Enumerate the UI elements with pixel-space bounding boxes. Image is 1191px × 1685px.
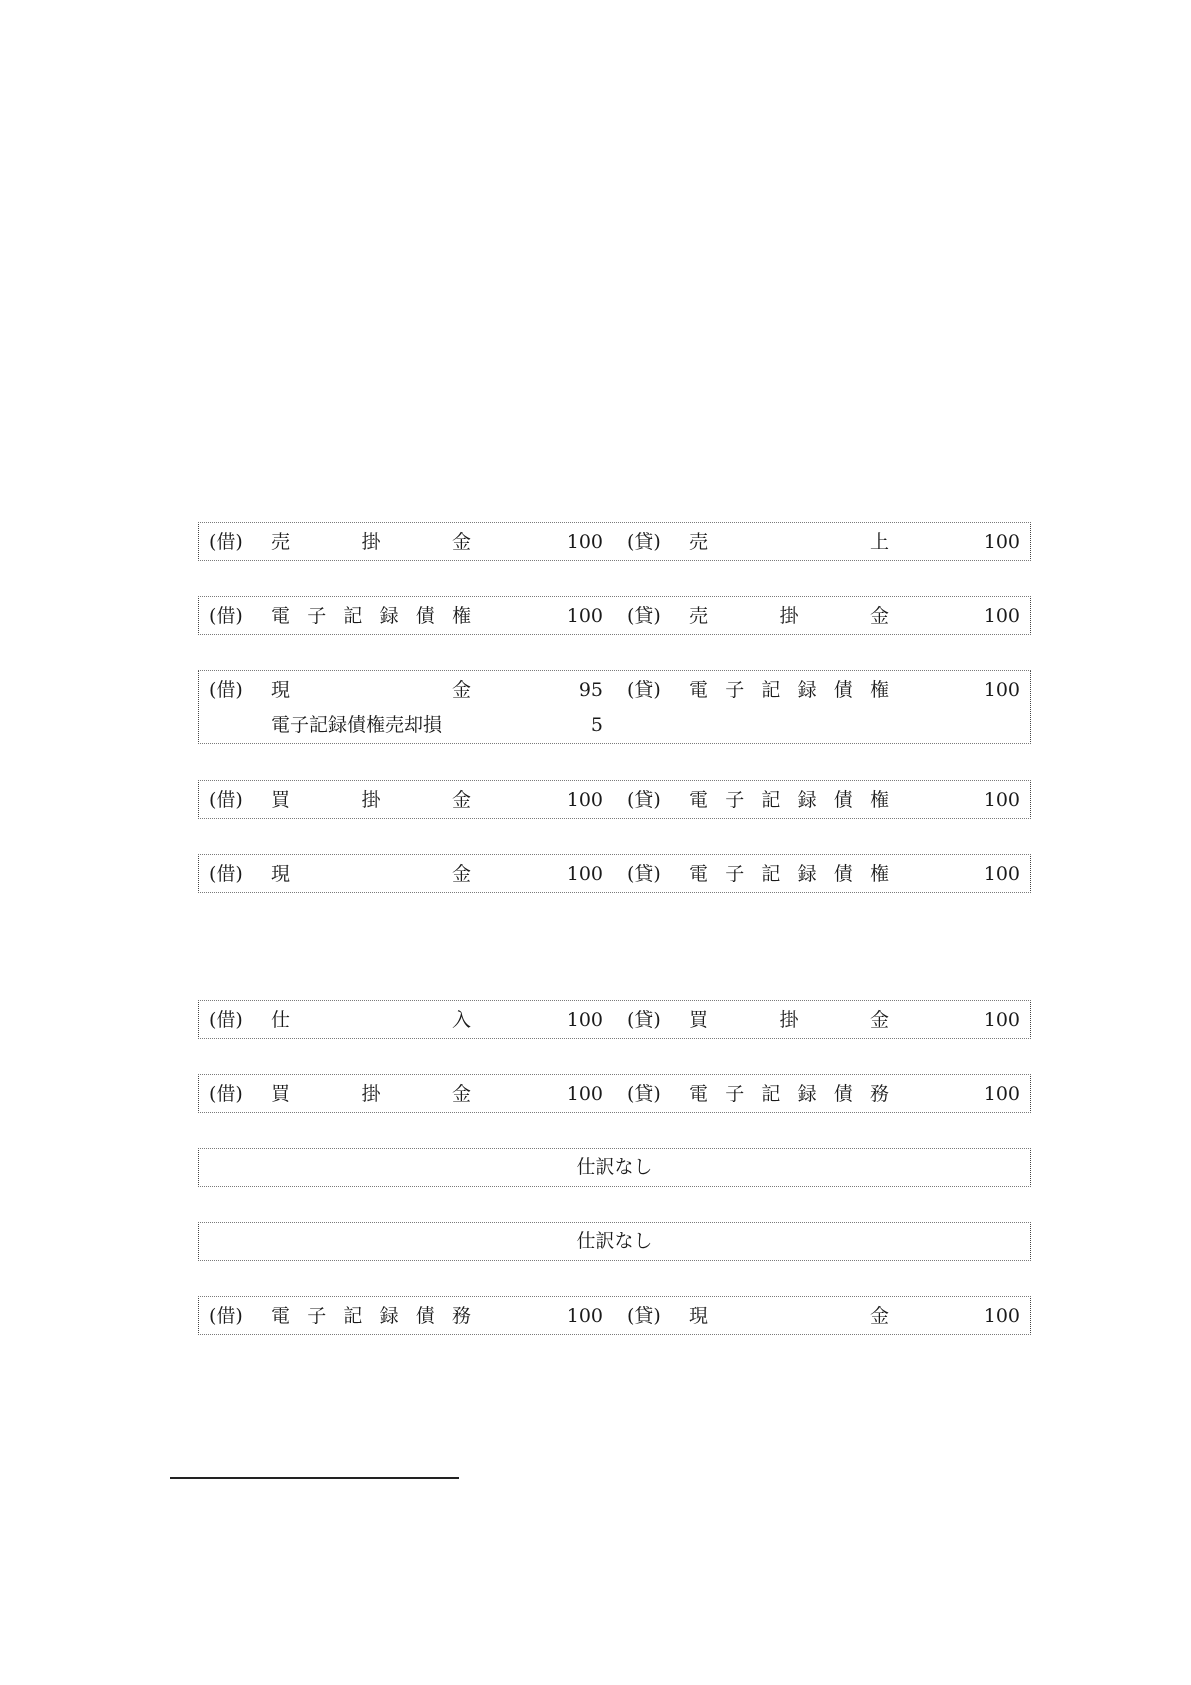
credit-amount: 100 bbox=[983, 1083, 1020, 1105]
credit-account-char: 債 bbox=[833, 863, 853, 885]
debit-account-char: 権 bbox=[451, 605, 471, 627]
debit-account-char: 掛 bbox=[361, 531, 381, 553]
journal-entry bbox=[198, 780, 1031, 819]
journal-entry bbox=[198, 1074, 1031, 1113]
debit-label: (借) bbox=[209, 789, 243, 811]
debit-account-char: 金 bbox=[451, 863, 471, 885]
credit-account-char: 掛 bbox=[779, 605, 799, 627]
credit-account-char: 債 bbox=[833, 789, 853, 811]
no-entry-text: 仕訳なし bbox=[576, 1230, 653, 1252]
debit-amount: 100 bbox=[566, 531, 603, 553]
debit-account-char: 記 bbox=[343, 605, 363, 627]
journal-line bbox=[199, 1297, 1030, 1335]
debit-label: (借) bbox=[209, 863, 243, 885]
debit-account-char: 入 bbox=[451, 1009, 471, 1031]
credit-account-char: 権 bbox=[869, 679, 889, 701]
debit-account-char: 金 bbox=[451, 789, 471, 811]
journal-line bbox=[199, 523, 1030, 561]
credit-label: (貸) bbox=[627, 605, 661, 627]
credit-account-char: 子 bbox=[725, 1083, 745, 1105]
credit-account-char: 録 bbox=[797, 1083, 817, 1105]
credit-account-char: 子 bbox=[725, 789, 745, 811]
no-entry-box bbox=[198, 1148, 1031, 1187]
debit-account-char: 現 bbox=[271, 679, 291, 701]
debit-amount: 100 bbox=[566, 863, 603, 885]
debit-account-char: 売 bbox=[271, 531, 291, 553]
credit-account-char: 記 bbox=[761, 789, 781, 811]
debit-label: (借) bbox=[209, 531, 243, 553]
debit-account-char: 子 bbox=[307, 1305, 327, 1327]
debit-amount: 100 bbox=[566, 1083, 603, 1105]
credit-label: (貸) bbox=[627, 679, 661, 701]
credit-label: (貸) bbox=[627, 789, 661, 811]
debit-amount: 100 bbox=[566, 1305, 603, 1327]
debit-amount: 100 bbox=[566, 1009, 603, 1031]
debit-account-char: 掛 bbox=[361, 789, 381, 811]
credit-account-char: 上 bbox=[869, 531, 889, 553]
credit-account-char: 録 bbox=[797, 863, 817, 885]
credit-account bbox=[689, 523, 889, 561]
debit-account-char: 金 bbox=[451, 1083, 471, 1105]
debit-account-char: 録 bbox=[379, 1305, 399, 1327]
credit-account bbox=[689, 781, 889, 819]
debit-amount: 100 bbox=[566, 605, 603, 627]
credit-account-char: 売 bbox=[689, 605, 709, 627]
debit-account-char: 買 bbox=[271, 1083, 291, 1105]
journal-line bbox=[199, 1001, 1030, 1039]
debit-label: (借) bbox=[209, 679, 243, 701]
credit-account-char: 電 bbox=[689, 679, 709, 701]
credit-account bbox=[689, 855, 889, 893]
credit-account-char: 権 bbox=[869, 863, 889, 885]
credit-account-char: 電 bbox=[689, 863, 709, 885]
journal-line bbox=[199, 671, 1030, 709]
credit-account-char: 記 bbox=[761, 863, 781, 885]
journal-line bbox=[199, 781, 1030, 819]
debit-account-char: 子 bbox=[307, 605, 327, 627]
credit-account-char: 権 bbox=[869, 789, 889, 811]
credit-account-char: 買 bbox=[689, 1009, 709, 1031]
debit-label: (借) bbox=[209, 1305, 243, 1327]
credit-account-char: 債 bbox=[833, 679, 853, 701]
credit-account-char: 電 bbox=[689, 789, 709, 811]
credit-account-char: 電 bbox=[689, 1083, 709, 1105]
debit-account bbox=[271, 1075, 471, 1113]
credit-account bbox=[689, 1297, 889, 1335]
credit-label: (貸) bbox=[627, 863, 661, 885]
journal-entry bbox=[198, 596, 1031, 635]
debit-account: 電子記録債権売却損 bbox=[271, 714, 443, 736]
credit-account bbox=[689, 671, 889, 709]
credit-amount: 100 bbox=[983, 863, 1020, 885]
debit-account-char: 務 bbox=[451, 1305, 471, 1327]
debit-label: (借) bbox=[209, 1009, 243, 1031]
debit-account bbox=[271, 523, 471, 561]
credit-account-char: 務 bbox=[869, 1083, 889, 1105]
debit-account-char: 電 bbox=[271, 605, 291, 627]
debit-label: (借) bbox=[209, 1083, 243, 1105]
credit-account-char: 子 bbox=[725, 679, 745, 701]
credit-account-char: 記 bbox=[761, 1083, 781, 1105]
debit-amount: 95 bbox=[578, 679, 603, 701]
credit-account-char: 掛 bbox=[779, 1009, 799, 1031]
debit-amount: 100 bbox=[566, 789, 603, 811]
credit-account-char: 録 bbox=[797, 789, 817, 811]
credit-label: (貸) bbox=[627, 1305, 661, 1327]
credit-account-char: 子 bbox=[725, 863, 745, 885]
credit-amount: 100 bbox=[983, 1009, 1020, 1031]
credit-account-char: 金 bbox=[869, 605, 889, 627]
journal-entry bbox=[198, 522, 1031, 561]
credit-label: (貸) bbox=[627, 1009, 661, 1031]
no-entry-text: 仕訳なし bbox=[576, 1156, 653, 1178]
debit-account-char: 記 bbox=[343, 1305, 363, 1327]
debit-account-char: 仕 bbox=[271, 1009, 291, 1031]
credit-account-char: 記 bbox=[761, 679, 781, 701]
credit-account-char: 現 bbox=[689, 1305, 709, 1327]
debit-account-char: 現 bbox=[271, 863, 291, 885]
credit-account bbox=[689, 1075, 889, 1113]
credit-label: (貸) bbox=[627, 1083, 661, 1105]
credit-account-char: 売 bbox=[689, 531, 709, 553]
debit-account-char: 電 bbox=[271, 1305, 291, 1327]
debit-account bbox=[271, 1001, 471, 1039]
debit-account bbox=[271, 671, 471, 709]
debit-account-char: 掛 bbox=[361, 1083, 381, 1105]
journal-entry bbox=[198, 670, 1031, 744]
journal-entry bbox=[198, 854, 1031, 893]
debit-amount: 5 bbox=[590, 714, 603, 736]
journal-line bbox=[199, 706, 1030, 744]
footnote-rule bbox=[170, 1477, 459, 1479]
debit-account-char: 金 bbox=[451, 679, 471, 701]
credit-amount: 100 bbox=[983, 1305, 1020, 1327]
credit-account-char: 金 bbox=[869, 1009, 889, 1031]
debit-account-char: 録 bbox=[379, 605, 399, 627]
journal-line bbox=[199, 1075, 1030, 1113]
debit-account bbox=[271, 855, 471, 893]
debit-label: (借) bbox=[209, 605, 243, 627]
credit-label: (貸) bbox=[627, 531, 661, 553]
credit-account-char: 録 bbox=[797, 679, 817, 701]
credit-amount: 100 bbox=[983, 531, 1020, 553]
debit-account-char: 金 bbox=[451, 531, 471, 553]
debit-account bbox=[271, 781, 471, 819]
journal-entry bbox=[198, 1000, 1031, 1039]
no-entry-box bbox=[198, 1222, 1031, 1261]
debit-account bbox=[271, 597, 471, 635]
credit-amount: 100 bbox=[983, 789, 1020, 811]
debit-account bbox=[271, 1297, 471, 1335]
debit-account-char: 債 bbox=[415, 605, 435, 627]
debit-account-char: 債 bbox=[415, 1305, 435, 1327]
journal-line bbox=[199, 855, 1030, 893]
credit-account bbox=[689, 1001, 889, 1039]
credit-amount: 100 bbox=[983, 605, 1020, 627]
journal-line bbox=[199, 597, 1030, 635]
credit-account-char: 債 bbox=[833, 1083, 853, 1105]
credit-account bbox=[689, 597, 889, 635]
credit-account-char: 金 bbox=[869, 1305, 889, 1327]
journal-entry bbox=[198, 1296, 1031, 1335]
credit-amount: 100 bbox=[983, 679, 1020, 701]
debit-account-char: 買 bbox=[271, 789, 291, 811]
